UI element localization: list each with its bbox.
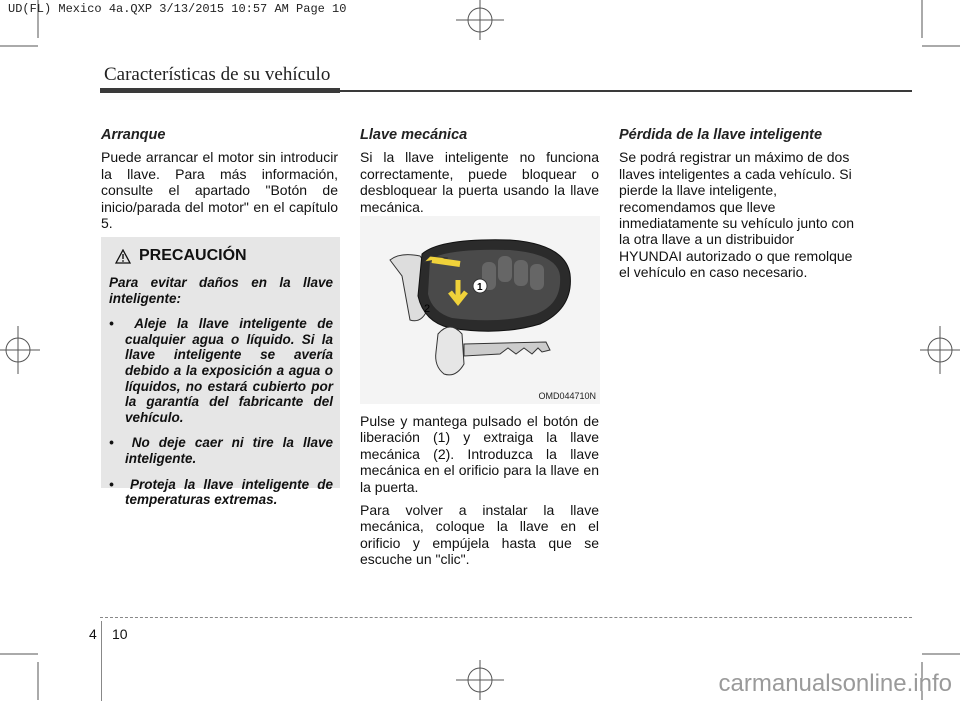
caution-bullet-1: • Aleje la llave inteligente de cualquier agua o líquido. Si la llave inteligente se avería debido a la exposición a agua o líquidos, no estará cubierto por la garantía del fabricante del vehículo. <box>109 316 333 425</box>
registration-mark-bottom <box>456 660 504 700</box>
heading-perdida-llave: Pérdida de la llave inteligente <box>619 127 823 143</box>
watermark: carmanualsonline.info <box>718 670 952 697</box>
footer-rule <box>100 617 912 618</box>
smart-key-illustration <box>360 216 600 404</box>
column-3 <box>619 127 855 288</box>
chapter-number: 4 <box>89 626 97 642</box>
registration-mark-left <box>0 326 40 374</box>
paragraph-llave-mecanica-1: Si la llave inteligente no funciona correctamente, puede bloquear o desbloquear la puerta usando la llave mecánica. <box>360 149 599 215</box>
paragraph-llave-mecanica-3: Para volver a instalar la llave mecánica, coloque la llave en el orificio y empújela hasta que se escuche un "clic". <box>360 502 599 568</box>
page-number: 10 <box>112 626 128 642</box>
registration-mark-top <box>456 0 504 40</box>
column-2-lower <box>360 413 599 575</box>
column-1 <box>101 127 338 238</box>
registration-mark-right <box>920 326 960 374</box>
caution-bullet-3: • Proteja la llave inteligente de temperaturas extremas. <box>109 476 333 508</box>
section-title: Características de su vehículo <box>104 64 331 85</box>
caution-intro: Para evitar daños en la llave inteligente: <box>109 275 333 306</box>
figure-code: OMD044710N <box>538 391 596 401</box>
print-header: UD(FL) Mexico 4a.QXP 3/13/2015 10:57 AM Page 10 <box>8 2 347 16</box>
key-figure <box>360 216 600 404</box>
caution-box <box>101 237 340 508</box>
title-rule <box>340 90 912 92</box>
heading-llave-mecanica: Llave mecánica <box>360 127 468 143</box>
column-2 <box>360 127 599 222</box>
heading-arranque: Arranque <box>101 127 166 143</box>
paragraph-arranque: Puede arrancar el motor sin introducir la llave. Para más información, consulte el apartado "Botón de inicio/parada del motor" en el capítulo 5. <box>101 149 338 232</box>
caution-title: PRECAUCIÓN <box>139 247 247 264</box>
paragraph-perdida-llave: Se podrá registrar un máximo de dos llaves inteligentes a cada vehículo. Si pierde la llave inteligente, recomendamos que lleve inmediatamente su vehículo junto con la otra llave a un distribuidor HYUNDAI autorizado o que remolque el vehículo en caso necesario. <box>619 149 855 281</box>
page-number-separator <box>101 621 102 701</box>
label-2: 2 <box>424 303 431 315</box>
caution-bullet-2: • No deje caer ni tire la llave inteligente. <box>109 435 333 466</box>
paragraph-llave-mecanica-2: Pulse y mantega pulsado el botón de liberación (1) y extraiga la llave mecánica (2). Introduzca la llave mecánica en el orificio para la llave en la puerta. <box>360 413 599 495</box>
title-bar <box>100 88 340 93</box>
label-1: 1 <box>477 282 483 293</box>
warning-triangle-icon <box>115 249 131 264</box>
